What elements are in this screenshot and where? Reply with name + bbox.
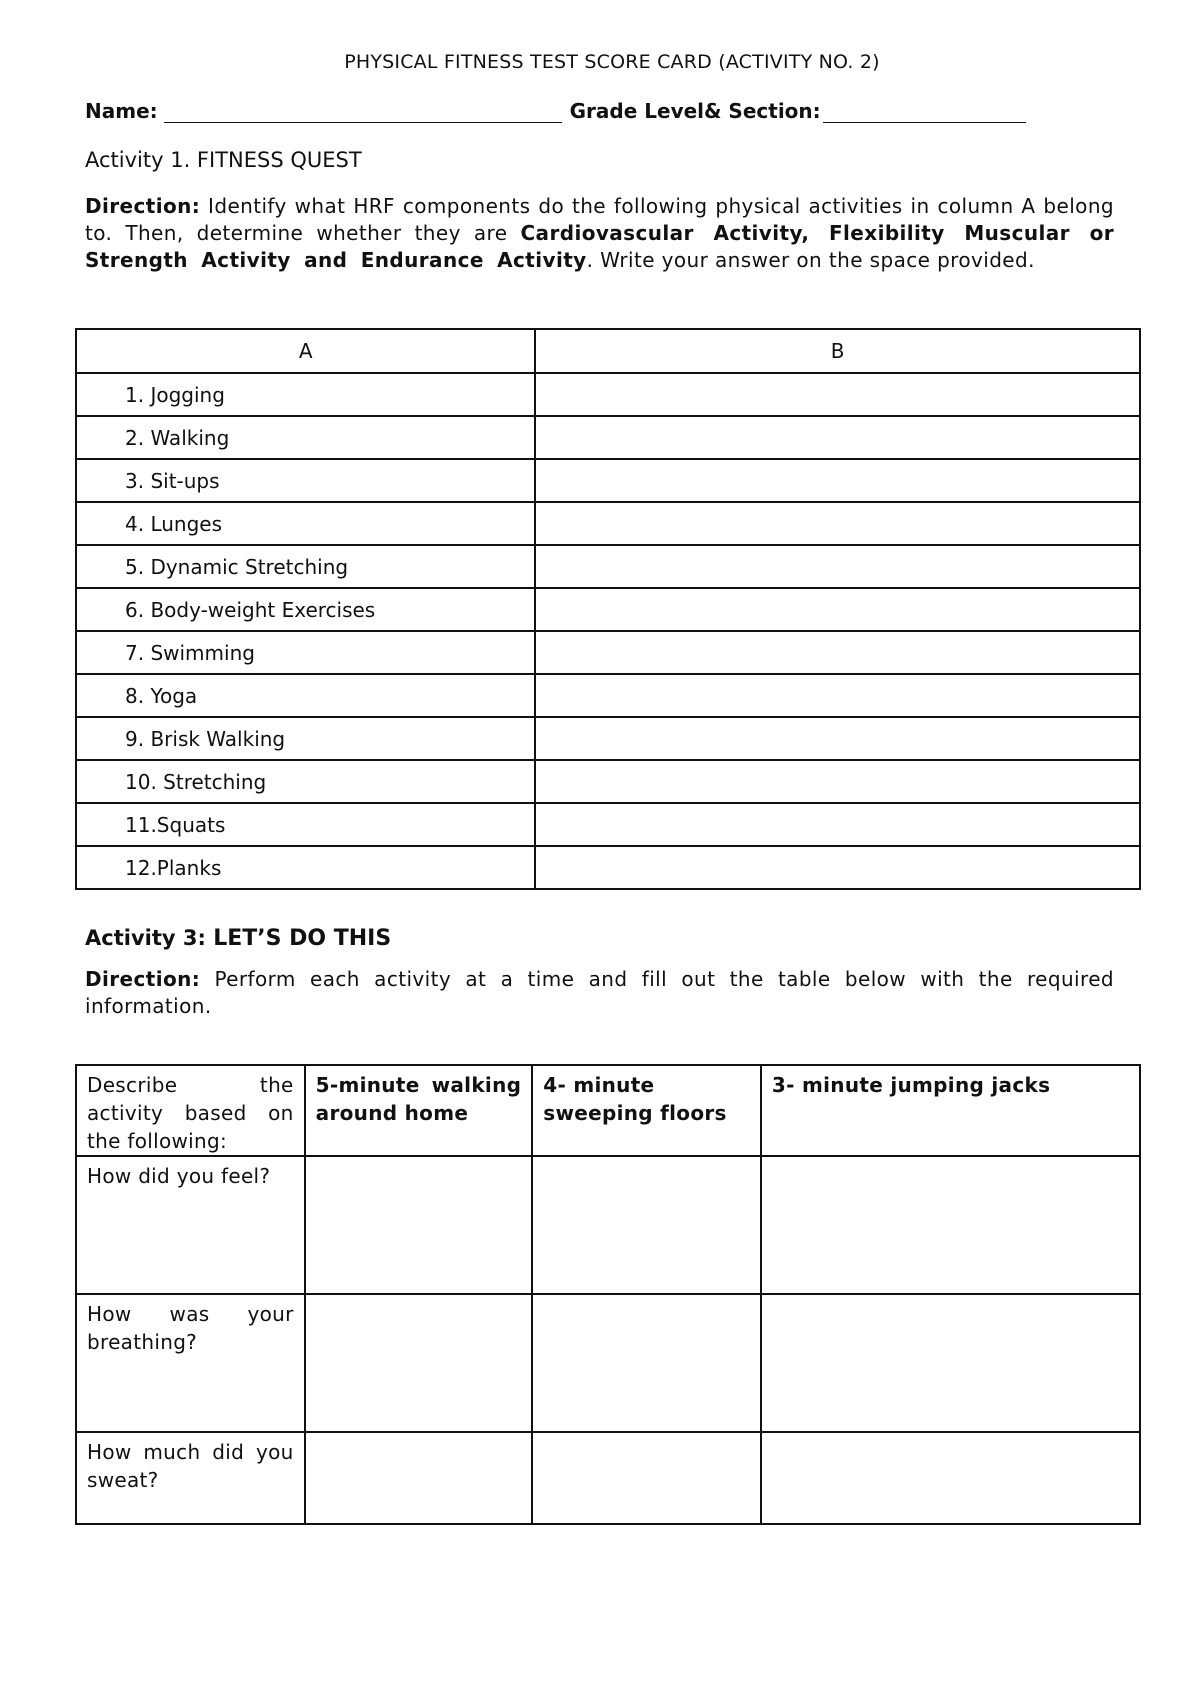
question-cell-feel: How did you feel? [76,1156,305,1294]
answer-cell[interactable] [532,1294,761,1432]
table-row [76,459,1140,502]
activity-cell: 9. Brisk Walking [76,717,535,760]
answer-cell[interactable] [305,1432,533,1524]
activity-cell: 2. Walking [76,416,535,459]
activity3-direction-label: Direction: [85,967,201,991]
activity-cell: 7. Swimming [76,631,535,674]
activity-cell: 10. Stretching [76,760,535,803]
table-row [76,416,1140,459]
activity-cell: 1. Jogging [76,373,535,416]
answer-cell[interactable] [761,1432,1140,1524]
activity-cell: 11.Squats [76,803,535,846]
table-row [76,373,1140,416]
jumping-jacks-header-cell: 3- minute jumping jacks [761,1065,1140,1156]
grade-section-blank[interactable] [823,100,1026,123]
question-cell-sweat: How much did you sweat? [76,1432,305,1524]
answer-cell[interactable] [535,373,1140,416]
activity1-direction [85,193,1114,274]
table-row [76,1294,1140,1432]
answer-cell[interactable] [761,1294,1140,1432]
activity3-direction [85,966,1114,1020]
answer-cell[interactable] [535,803,1140,846]
grade-section-label: Grade Level& Section: [569,99,821,123]
activity3-header-row [76,1065,1140,1156]
walking-header-cell: 5-minute walking around home [305,1065,533,1156]
table-row [76,1432,1140,1524]
table-row [76,502,1140,545]
activity1-direction-text-2: . Write your answer on the space provided. [586,248,1035,272]
answer-cell[interactable] [535,631,1140,674]
activity1-direction-label: Direction: [85,194,201,218]
fitness-quest-table [75,328,1141,890]
answer-cell[interactable] [535,588,1140,631]
table-row [76,846,1140,889]
answer-cell[interactable] [305,1156,533,1294]
table-row [76,674,1140,717]
describe-label-cell: Describe the activity based on the following: [76,1065,305,1156]
lets-do-this-table [75,1064,1141,1525]
answer-cell[interactable] [535,717,1140,760]
activity3-heading-title: LET’S DO THIS [213,926,392,951]
answer-cell[interactable] [535,416,1140,459]
answer-cell[interactable] [535,545,1140,588]
sweeping-header-cell: 4- minute sweeping floors [532,1065,761,1156]
activity1-direction-bold: Cardiovascular Activity, Flexibility Muscular or Strength Activity and Endurance Activity [85,221,1114,272]
table-row [76,803,1140,846]
activity-cell: 4. Lunges [76,502,535,545]
name-label: Name: [85,99,158,123]
table-row [76,588,1140,631]
table-header-row [76,329,1140,373]
activity1-direction-text-1: Identify what HRF components do the following physical activities in column A belong to. Then, determine whether they are [85,194,1114,245]
activity3-heading-prefix: Activity 3: [85,926,214,950]
activity-cell: 6. Body-weight Exercises [76,588,535,631]
answer-cell[interactable] [535,674,1140,717]
table-row [76,545,1140,588]
activity1-heading: Activity 1. FITNESS QUEST [85,148,362,172]
answer-cell[interactable] [532,1156,761,1294]
table-row [76,717,1140,760]
answer-cell[interactable] [535,502,1140,545]
activity-cell: 5. Dynamic Stretching [76,545,535,588]
answer-cell[interactable] [535,459,1140,502]
answer-cell[interactable] [305,1294,533,1432]
activity3-direction-text: Perform each activity at a time and fill out the table below with the required information. [85,967,1114,1018]
table-row [76,631,1140,674]
name-grade-line [85,99,1026,123]
table-row [76,1156,1140,1294]
answer-cell[interactable] [535,846,1140,889]
answer-cell[interactable] [532,1432,761,1524]
answer-cell[interactable] [535,760,1140,803]
activity-cell: 12.Planks [76,846,535,889]
table-row [76,760,1140,803]
name-blank[interactable] [164,100,562,123]
activity3-heading [85,926,391,951]
column-a-header: A [76,329,535,373]
activity-cell: 8. Yoga [76,674,535,717]
page-title: PHYSICAL FITNESS TEST SCORE CARD (ACTIVITY NO. 2) [344,51,880,73]
question-cell-breathing: How was your breathing? [76,1294,305,1432]
answer-cell[interactable] [761,1156,1140,1294]
activity-cell: 3. Sit-ups [76,459,535,502]
column-b-header: B [535,329,1140,373]
